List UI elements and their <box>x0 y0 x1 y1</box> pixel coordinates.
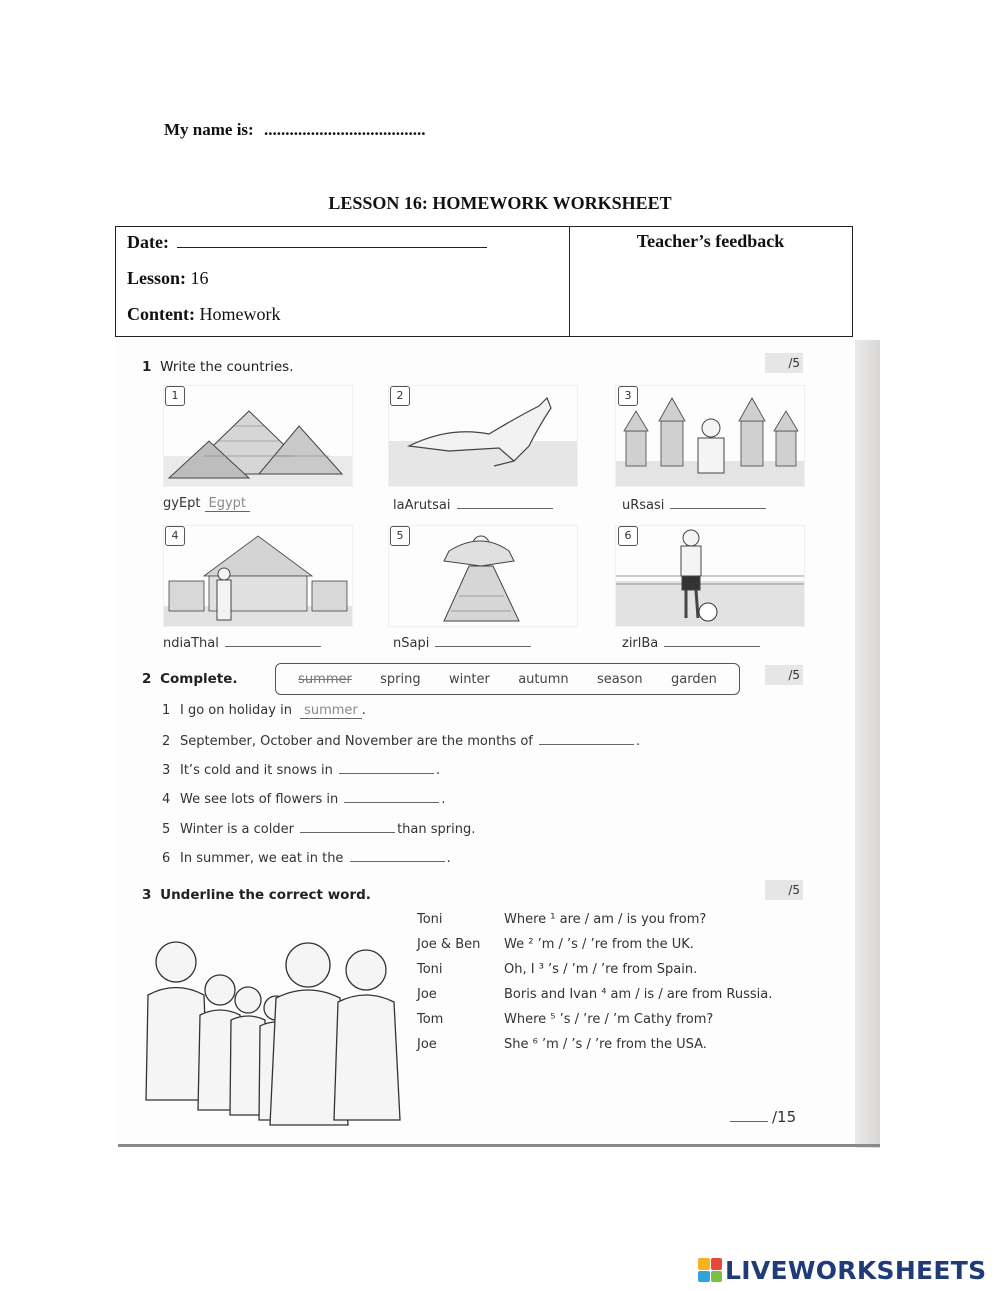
logo-square-icon <box>698 1258 710 1270</box>
sentence5-answer[interactable] <box>300 820 395 833</box>
total-score-blank <box>730 1109 768 1122</box>
section2-title-text: Complete. <box>160 671 238 687</box>
item6-label <box>622 634 760 651</box>
dialogue-line[interactable]: Where ⁵ ’s / ’re / ’m Cathy from? <box>504 1012 714 1027</box>
sentence-1 <box>162 703 366 719</box>
section2-number: 2 <box>142 671 152 687</box>
item1-scrambled: gyEpt <box>163 496 201 511</box>
dialogue-line[interactable]: Boris and Ivan ⁴ am / is / are from Russia. <box>504 987 773 1002</box>
word-autumn: autumn <box>518 671 569 687</box>
worksheet-title: LESSON 16: HOMEWORK WORKSHEET <box>328 193 672 213</box>
scan-bottom-edge <box>118 1144 880 1147</box>
item6-number: 6 <box>618 526 638 546</box>
item5-number: 5 <box>390 526 410 546</box>
item2-answer[interactable] <box>457 496 553 509</box>
dialogue-speaker: Joe & Ben <box>417 937 481 952</box>
dialogue-row-3 <box>417 962 817 987</box>
sentence-end: . <box>636 734 641 749</box>
content-label: Content: <box>127 304 195 324</box>
section3-number: 3 <box>142 887 152 903</box>
sentence-end: than spring. <box>397 822 476 837</box>
sentence6-answer[interactable] <box>350 849 445 862</box>
pyramids-image <box>163 385 353 487</box>
section1-title <box>142 359 294 375</box>
sentence-end: . <box>436 763 441 778</box>
football-player-image <box>615 525 805 627</box>
dialogue-row-5 <box>417 1012 817 1037</box>
section1-score: /5 <box>765 353 803 373</box>
dialogue-line[interactable]: She ⁶ ’m / ’s / ’re from the USA. <box>504 1037 707 1052</box>
section1-title-text: Write the countries. <box>160 359 294 375</box>
section3-title <box>142 887 371 903</box>
sentence-number: 1 <box>162 703 171 718</box>
lesson-row <box>127 268 209 289</box>
sentence2-answer[interactable] <box>539 732 634 745</box>
dialogue-row-4 <box>417 987 817 1012</box>
dialogue-speaker: Joe <box>417 987 437 1002</box>
word-summer: summer <box>298 671 352 687</box>
date-field[interactable] <box>177 231 487 248</box>
sentence-number: 6 <box>162 851 171 866</box>
flamenco-dancer-image <box>388 525 578 627</box>
section2-title <box>142 671 238 687</box>
total-score-value: /15 <box>772 1108 797 1126</box>
kremlin-image <box>615 385 805 487</box>
teacher-feedback-label: Teacher’s feedback <box>636 231 785 251</box>
item3-number: 3 <box>618 386 638 406</box>
content-value: Homework <box>199 304 281 324</box>
date-row <box>127 231 487 253</box>
item6-scrambled: zirlBa <box>622 636 659 651</box>
sentence-6 <box>162 849 451 866</box>
section3-title-text: Underline the correct word. <box>160 887 371 903</box>
item2-label <box>393 496 553 513</box>
dialogue-line[interactable]: We ² ’m / ’s / ’re from the UK. <box>504 937 694 952</box>
dialogue-row-1 <box>417 912 817 937</box>
liveworksheets-logo-icon <box>698 1258 722 1282</box>
dialogue-row-2 <box>417 937 817 962</box>
word-garden: garden <box>670 671 717 687</box>
sentence-number: 4 <box>162 792 171 807</box>
item5-scrambled: nSapi <box>393 636 430 651</box>
sentence-text: In summer, we eat in the <box>180 851 344 866</box>
children-group-image <box>138 920 410 1135</box>
dialogue-speaker: Toni <box>417 962 443 977</box>
dialogue-row-6 <box>417 1037 817 1062</box>
sentence-number: 2 <box>162 734 171 749</box>
word-winter: winter <box>448 671 490 687</box>
logo-square-icon <box>711 1271 723 1283</box>
dialogue-speaker: Joe <box>417 1037 437 1052</box>
dialogue-speaker: Toni <box>417 912 443 927</box>
logo-square-icon <box>711 1258 723 1270</box>
sentence-end: . <box>446 851 451 866</box>
brand-text: LIVEWORKSHEETS <box>725 1255 987 1285</box>
word-season: season <box>596 671 643 687</box>
lesson-value: 16 <box>190 268 209 288</box>
sentence-end: . <box>361 703 366 718</box>
section2-score: /5 <box>765 665 803 685</box>
sentence-2 <box>162 732 640 749</box>
liveworksheets-brand <box>698 1256 986 1284</box>
lesson-label: Lesson: <box>127 268 187 288</box>
sentence-text: Winter is a colder <box>180 822 294 837</box>
item4-number: 4 <box>165 526 185 546</box>
item2-scrambled: laArutsai <box>393 498 451 513</box>
sentence-number: 5 <box>162 822 171 837</box>
header-info-cell <box>116 227 570 336</box>
name-dots[interactable]: ...................................... <box>263 120 426 139</box>
dialogue-line[interactable]: Where ¹ are / am / is you from? <box>504 912 707 927</box>
item1-label <box>163 496 250 512</box>
sentence-4 <box>162 790 446 807</box>
item4-answer[interactable] <box>225 634 321 647</box>
section1-number: 1 <box>142 359 152 375</box>
item1-number: 1 <box>165 386 185 406</box>
sentence-text: We see lots of flowers in <box>180 792 339 807</box>
name-label: My name is: <box>164 120 254 139</box>
sentence-3 <box>162 761 440 778</box>
scan-page-edge <box>855 340 880 1148</box>
section3-score: /5 <box>765 880 803 900</box>
item4-label <box>163 634 321 651</box>
item3-scrambled: uRsasi <box>622 498 665 513</box>
sentence4-answer[interactable] <box>344 790 439 803</box>
name-line <box>164 120 425 140</box>
header-table <box>115 226 853 337</box>
sentence-text: I go on holiday in <box>180 703 292 718</box>
item3-answer[interactable] <box>670 496 766 509</box>
sentence3-answer[interactable] <box>339 761 434 774</box>
sentence-end: . <box>441 792 446 807</box>
sentence-number: 3 <box>162 763 171 778</box>
sentence-text: September, October and November are the months of <box>180 734 533 749</box>
item5-label <box>393 634 531 651</box>
item4-scrambled: ndiaThal <box>163 636 219 651</box>
thai-temple-image <box>163 525 353 627</box>
kangaroo-image <box>388 385 578 487</box>
sentence1-answer[interactable]: summer <box>300 703 362 719</box>
item1-answer[interactable]: Egypt <box>205 496 251 512</box>
dialogue-line[interactable]: Oh, I ³ ’s / ’m / ’re from Spain. <box>504 962 698 977</box>
content-row <box>127 304 280 325</box>
total-score <box>730 1108 796 1126</box>
word-spring: spring <box>380 671 421 687</box>
logo-square-icon <box>698 1271 710 1283</box>
date-label: Date: <box>127 232 169 252</box>
item5-answer[interactable] <box>435 634 531 647</box>
sentence-5 <box>162 820 475 837</box>
item6-answer[interactable] <box>664 634 760 647</box>
word-bank <box>275 663 740 695</box>
item2-number: 2 <box>390 386 410 406</box>
sentence-text: It’s cold and it snows in <box>180 763 333 778</box>
item3-label <box>622 496 766 513</box>
dialogue-speaker: Tom <box>417 1012 444 1027</box>
